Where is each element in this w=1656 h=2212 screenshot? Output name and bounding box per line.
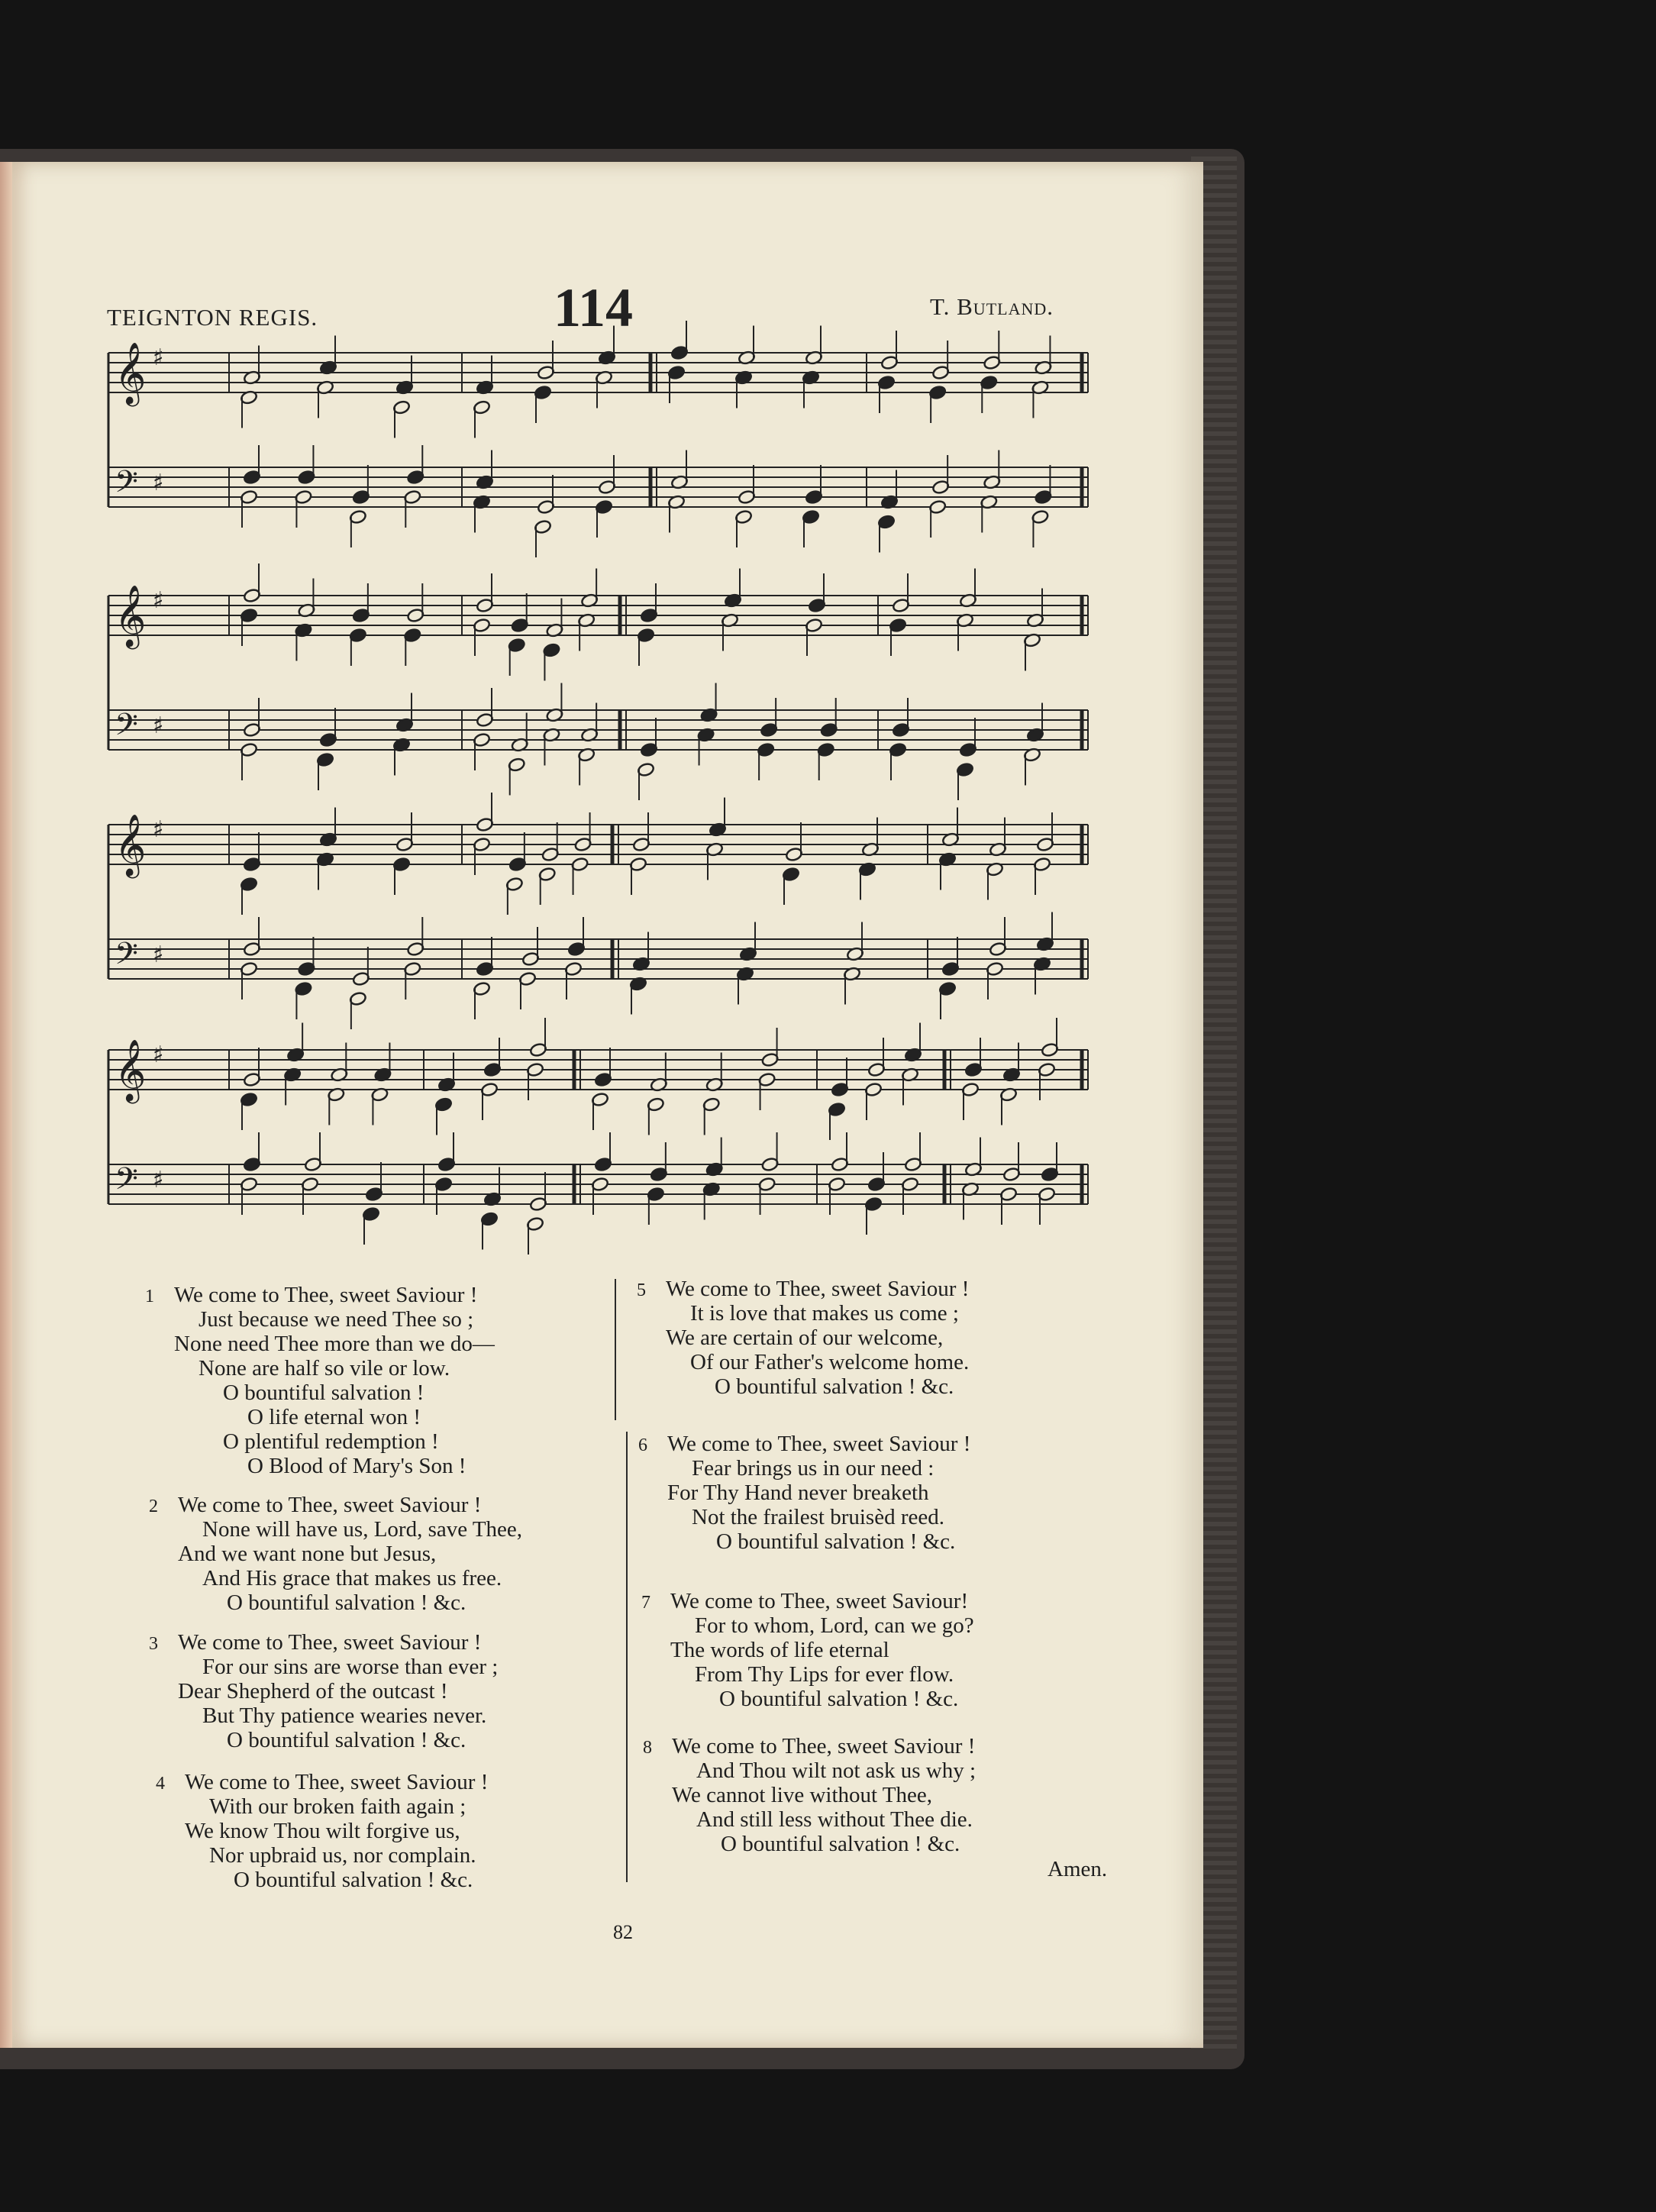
verse-2 — [149, 1493, 523, 1615]
verse-line: O bountiful salvation ! &c. — [715, 1374, 954, 1399]
verse-line: We come to Thee, sweet Saviour ! — [672, 1734, 976, 1758]
treble-clef: 𝄞 — [115, 1038, 147, 1101]
verse-line: None are half so vile or low. — [199, 1356, 450, 1380]
verse-line: And Thou wilt not ask us why ; — [696, 1758, 976, 1783]
verse-line: And His grace that makes us free. — [202, 1566, 502, 1590]
verse-number: 8 — [643, 1738, 652, 1758]
verse-line: O Blood of Mary's Son ! — [247, 1454, 466, 1478]
verse-4 — [156, 1770, 489, 1892]
verse-line: None will have us, Lord, save Thee, — [202, 1517, 523, 1542]
verse-line: It is love that makes us come ; — [690, 1301, 959, 1326]
verse-1 — [145, 1283, 495, 1478]
verse-line: O bountiful salvation ! &c. — [234, 1868, 473, 1892]
key-sharp: ♯ — [153, 344, 164, 371]
verse-line: We come to Thee, sweet Saviour ! — [666, 1277, 970, 1301]
verse-7 — [641, 1589, 974, 1711]
verse-line: We cannot live without Thee, — [672, 1783, 933, 1807]
verse-number: 3 — [149, 1634, 158, 1654]
key-sharp: ♯ — [153, 587, 164, 614]
amen-label: Amen. — [1048, 1857, 1108, 1881]
verse-line: For Thy Hand never breaketh — [667, 1481, 929, 1505]
verse-line: None need Thee more than we do— — [174, 1332, 495, 1356]
verse-line: We come to Thee, sweet Saviour ! — [178, 1630, 482, 1655]
verse-number: 7 — [641, 1593, 650, 1613]
verse-line: Nor upbraid us, nor complain. — [209, 1843, 476, 1868]
verse-line: O bountiful salvation ! &c. — [227, 1590, 466, 1615]
verse-line: And still less without Thee die. — [696, 1807, 973, 1832]
verse-line: O life eternal won ! — [247, 1405, 421, 1429]
verse-8 — [643, 1734, 976, 1856]
verse-line: Fear brings us in our need : — [692, 1456, 935, 1481]
verse-line: We come to Thee, sweet Saviour ! — [185, 1770, 489, 1794]
hymn-number: 114 — [554, 277, 634, 338]
verse-line: For our sins are worse than ever ; — [202, 1655, 499, 1679]
verse-5 — [637, 1277, 970, 1399]
verse-3 — [149, 1630, 499, 1752]
key-sharp: ♯ — [153, 816, 164, 843]
verse-number: 6 — [638, 1435, 647, 1455]
verse-line: O bountiful salvation ! &c. — [227, 1728, 466, 1752]
verse-line: O bountiful salvation ! — [223, 1380, 424, 1405]
verse-line: With our broken faith again ; — [209, 1794, 466, 1819]
verse-6 — [638, 1432, 971, 1554]
bass-clef: 𝄢 — [115, 464, 138, 507]
verse-line: For to whom, Lord, can we go? — [695, 1613, 974, 1638]
verse-number: 4 — [156, 1774, 165, 1794]
column-divider — [626, 1432, 628, 1882]
verse-line: Not the frailest bruisèd reed. — [692, 1505, 944, 1529]
verse-line: We come to Thee, sweet Saviour! — [670, 1589, 969, 1613]
verse-number: 5 — [637, 1280, 646, 1300]
verse-line: But Thy patience wearies never. — [202, 1703, 487, 1728]
bass-clef: 𝄢 — [115, 707, 138, 750]
treble-clef: 𝄞 — [115, 584, 147, 647]
verse-line: We know Thou wilt forgive us, — [185, 1819, 460, 1843]
page-number: 82 — [613, 1921, 633, 1943]
verse-line: We come to Thee, sweet Saviour ! — [667, 1432, 971, 1456]
verse-number: 2 — [149, 1497, 158, 1516]
verse-line: Just because we need Thee so ; — [199, 1307, 474, 1332]
verse-line: O bountiful salvation ! &c. — [721, 1832, 960, 1856]
verse-line: We come to Thee, sweet Saviour ! — [174, 1283, 478, 1307]
verse-line: Dear Shepherd of the outcast ! — [178, 1679, 448, 1703]
key-sharp: ♯ — [153, 941, 164, 968]
verse-number: 1 — [145, 1287, 154, 1306]
key-sharp: ♯ — [153, 1167, 164, 1193]
verse-line: From Thy Lips for ever flow. — [695, 1662, 954, 1687]
key-sharp: ♯ — [153, 712, 164, 739]
treble-clef: 𝄞 — [115, 813, 147, 876]
bass-clef: 𝄢 — [115, 1161, 138, 1204]
verse-line: O bountiful salvation ! &c. — [716, 1529, 956, 1554]
verse-line: The words of life eternal — [670, 1638, 889, 1662]
key-sharp: ♯ — [153, 1041, 164, 1068]
verse-line: And we want none but Jesus, — [178, 1542, 437, 1566]
verse-line: We come to Thee, sweet Saviour ! — [178, 1493, 482, 1517]
verse-line: Of our Father's welcome home. — [690, 1350, 970, 1374]
tune-name: TEIGNTON REGIS. — [107, 304, 318, 331]
column-divider — [615, 1279, 616, 1420]
bass-clef: 𝄢 — [115, 936, 138, 979]
verse-line: We are certain of our welcome, — [666, 1326, 944, 1350]
treble-clef: 𝄞 — [115, 341, 147, 404]
composer-name: T. Butland. — [930, 293, 1054, 320]
key-sharp: ♯ — [153, 470, 164, 496]
verse-line: O bountiful salvation ! &c. — [719, 1687, 959, 1711]
verse-line: O plentiful redemption ! — [223, 1429, 439, 1454]
